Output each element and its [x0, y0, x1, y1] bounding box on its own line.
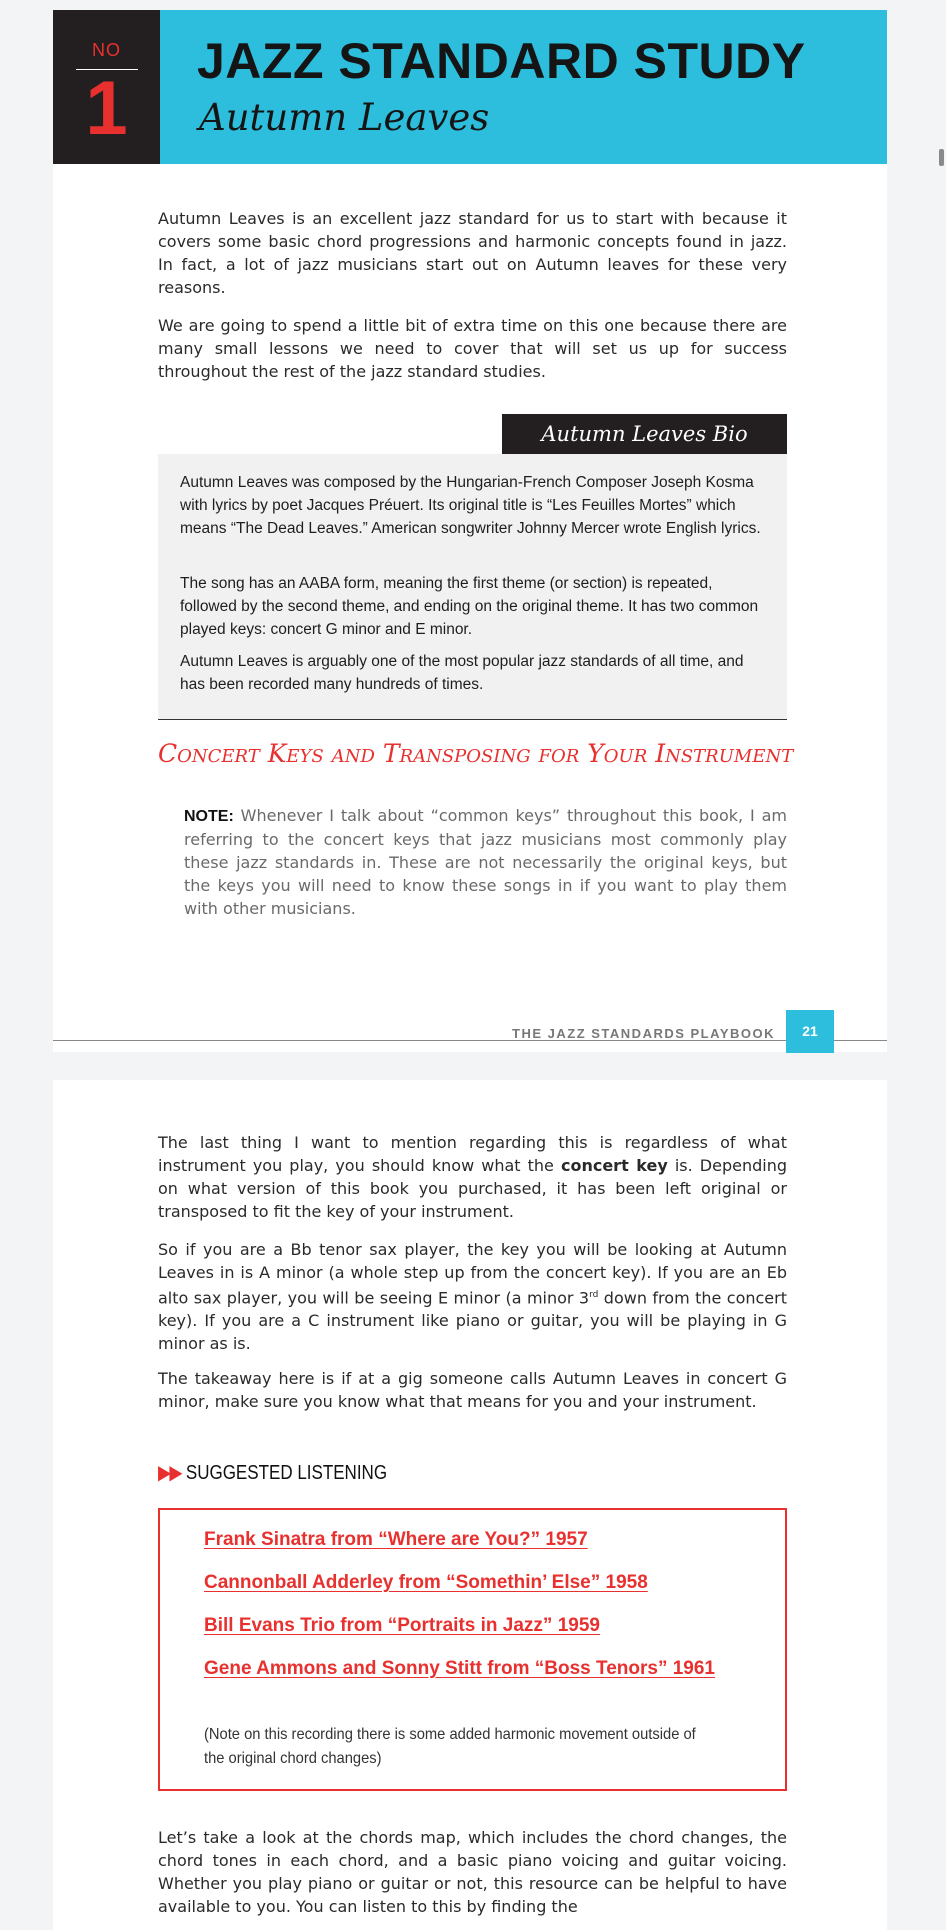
- transpose-paragraph-1: [158, 1131, 787, 1223]
- p1-before: The last thing I want to mention regarding this is regardless of what instrument you play, you should know what the: [158, 1133, 787, 1175]
- intro-paragraph-2: We are going to spend a little bit of extra time on this one because there are many small lessons we need to cover that will set us up for success throughout the rest of the jazz standard studies.: [158, 316, 787, 381]
- listening-link-sinatra[interactable]: Frank Sinatra from “Where are You?” 1957: [204, 1529, 588, 1550]
- suggested-listening-heading: [158, 1460, 387, 1485]
- note-text: Whenever I talk about “common keys” throughout this book, I am referring to the concert keys that jazz musicians most commonly play these jazz standards in. These are not necessarily the original keys, but the keys you will need to know these songs in if you want to play them with other musicians.: [184, 806, 787, 918]
- p2-before: So if you are a Bb tenor sax player, the key you will be looking at Autumn Leaves in is A minor (a whole step up from the concert key). If you are an Eb alto sax player, you will be seeing E minor (a minor 3: [158, 1240, 787, 1308]
- section-heading: Concert Keys and Transposing for Your Instrument: [158, 739, 794, 768]
- suggested-listening-label: SUGGESTED LISTENING: [185, 1462, 388, 1484]
- bio-paragraph-1: Autumn Leaves was composed by the Hungarian-French Composer Joseph Kosma with lyrics by poet Jacques Préuert. Its original title is “Les Feuilles Mortes” which means “The Dead Leaves.” American songwriter Johnny Mercer wrote English lyrics.: [180, 474, 761, 537]
- p1-after: is. Depending on what version of this book you purchased, it has been left original or transposed to fit the key of your instrument.: [158, 1156, 787, 1221]
- scrollbar-thumb[interactable]: [939, 149, 944, 166]
- chapter-number-box: [53, 10, 160, 164]
- transpose-paragraph-3: The takeaway here is if at a gig someone calls Autumn Leaves in concert G minor, make sure you know what that means for you and your instrument.: [158, 1369, 787, 1411]
- page-21: [53, 10, 887, 1052]
- intro-paragraph-1: Autumn Leaves is an excellent jazz standard for us to start with because it covers some basic chord progressions and harmonic concepts found in jazz. In fact, a lot of jazz musicians start out on Autumn leaves for these very reasons.: [158, 209, 787, 297]
- footer-book-title: THE JAZZ STANDARDS PLAYBOOK: [512, 1026, 775, 1041]
- listening-link-adderley[interactable]: Cannonball Adderley from “Somethin’ Else” 1958: [204, 1572, 648, 1593]
- suggested-listening-box: [158, 1508, 787, 1791]
- chapter-number: 1: [85, 66, 128, 151]
- bio-tab-label: Autumn Leaves Bio: [502, 414, 787, 454]
- play-arrows-icon: ▶▶: [158, 1462, 181, 1484]
- chapter-subtitle: Autumn Leaves: [199, 96, 490, 139]
- transpose-paragraph-2: [158, 1238, 787, 1355]
- bio-paragraph-3: Autumn Leaves is arguably one of the most popular jazz standards of all time, and has been recorded many hundreds of times.: [180, 653, 744, 693]
- note-block: [184, 804, 787, 920]
- listening-link-evans[interactable]: Bill Evans Trio from “Portraits in Jazz” 1959: [204, 1615, 600, 1636]
- bio-paragraph-2: The song has an AABA form, meaning the first theme (or section) is repeated, followed by the second theme, and ending on the original theme. It has two common played keys: concert G minor and E minor.: [180, 575, 759, 638]
- bio-box: [158, 454, 787, 720]
- concert-key-bold: concert key: [560, 1156, 668, 1175]
- page-number: 21: [786, 1010, 834, 1053]
- chapter-no-label: NO: [92, 40, 121, 60]
- chords-map-paragraph: Let’s take a look at the chords map, which includes the chord changes, the chord tones in each chord, and a basic piano voicing and guitar voicing. Whether you play piano or guitar or not, this resource can be helpful to have available to you. You can listen to this by finding the: [158, 1828, 787, 1916]
- listening-link-ammons-stitt[interactable]: Gene Ammons and Sonny Stitt from “Boss Tenors” 1961: [204, 1658, 715, 1679]
- ordinal-suffix: rd: [589, 1290, 599, 1300]
- p2-after: down from the concert key). If you are a C instrument like piano or guitar, you will be playing in G minor as is.: [158, 1288, 788, 1354]
- chapter-title: JAZZ STANDARD STUDY: [197, 33, 806, 89]
- listening-note: (Note on this recording there is some added harmonic movement outside of the original chord changes): [204, 1726, 696, 1767]
- note-label: NOTE:: [184, 808, 234, 825]
